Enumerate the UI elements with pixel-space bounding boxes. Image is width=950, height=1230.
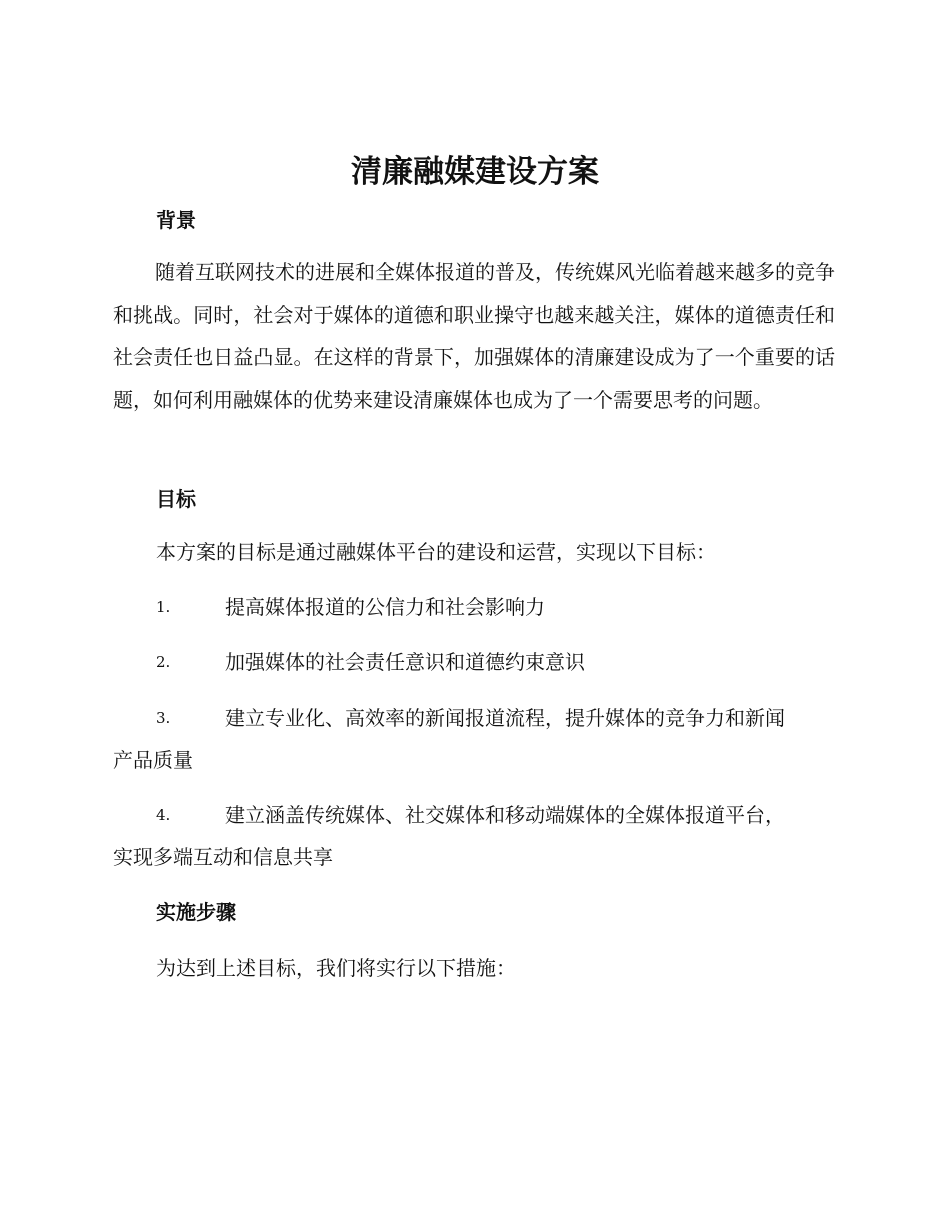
list-item — [113, 592, 835, 622]
list-item-text-continued: 实现多端互动和信息共享 — [113, 845, 333, 869]
steps-intro: 为达到上述目标，我们将实行以下措施： — [156, 956, 516, 980]
paragraph-background: 随着互联网技术的进展和全媒体报道的普及，传统媒风光临着越来越多的竞争和挑战。同时，社会对于媒体的道德和职业操守也越来越关注，媒体的道德责任和社会责任也日益凸显。在这样的背景下，加强媒体的清廉建设成为了一个重要的话题，如何利用融媒体的优势来建设清廉媒体也成为了一个需要思考的问题。 — [113, 260, 835, 412]
list-item — [113, 647, 835, 677]
list-item-number: 1. — [156, 598, 171, 616]
heading-steps: 实施步骤 — [156, 900, 236, 924]
list-item-number: 4. — [156, 806, 171, 824]
list-item-number: 2. — [156, 653, 171, 671]
list-item-number: 3. — [156, 709, 171, 727]
list-item — [113, 703, 835, 772]
list-item-text: 提高媒体报道的公信力和社会影响力 — [225, 595, 545, 619]
list-item-text: 建立专业化、高效率的新闻报道流程，提升媒体的竞争力和新闻 — [225, 706, 785, 730]
list-item-text: 加强媒体的社会责任意识和道德约束意识 — [225, 650, 585, 674]
heading-background: 背景 — [156, 208, 196, 232]
heading-goals: 目标 — [156, 487, 196, 511]
document-title: 清廉融媒建设方案 — [351, 154, 599, 190]
list-item-text: 建立涵盖传统媒体、社交媒体和移动端媒体的全媒体报道平台， — [225, 803, 785, 827]
goals-intro: 本方案的目标是通过融媒体平台的建设和运营，实现以下目标： — [156, 540, 716, 564]
list-item-text-continued: 产品质量 — [113, 748, 193, 772]
list-item — [113, 800, 835, 869]
